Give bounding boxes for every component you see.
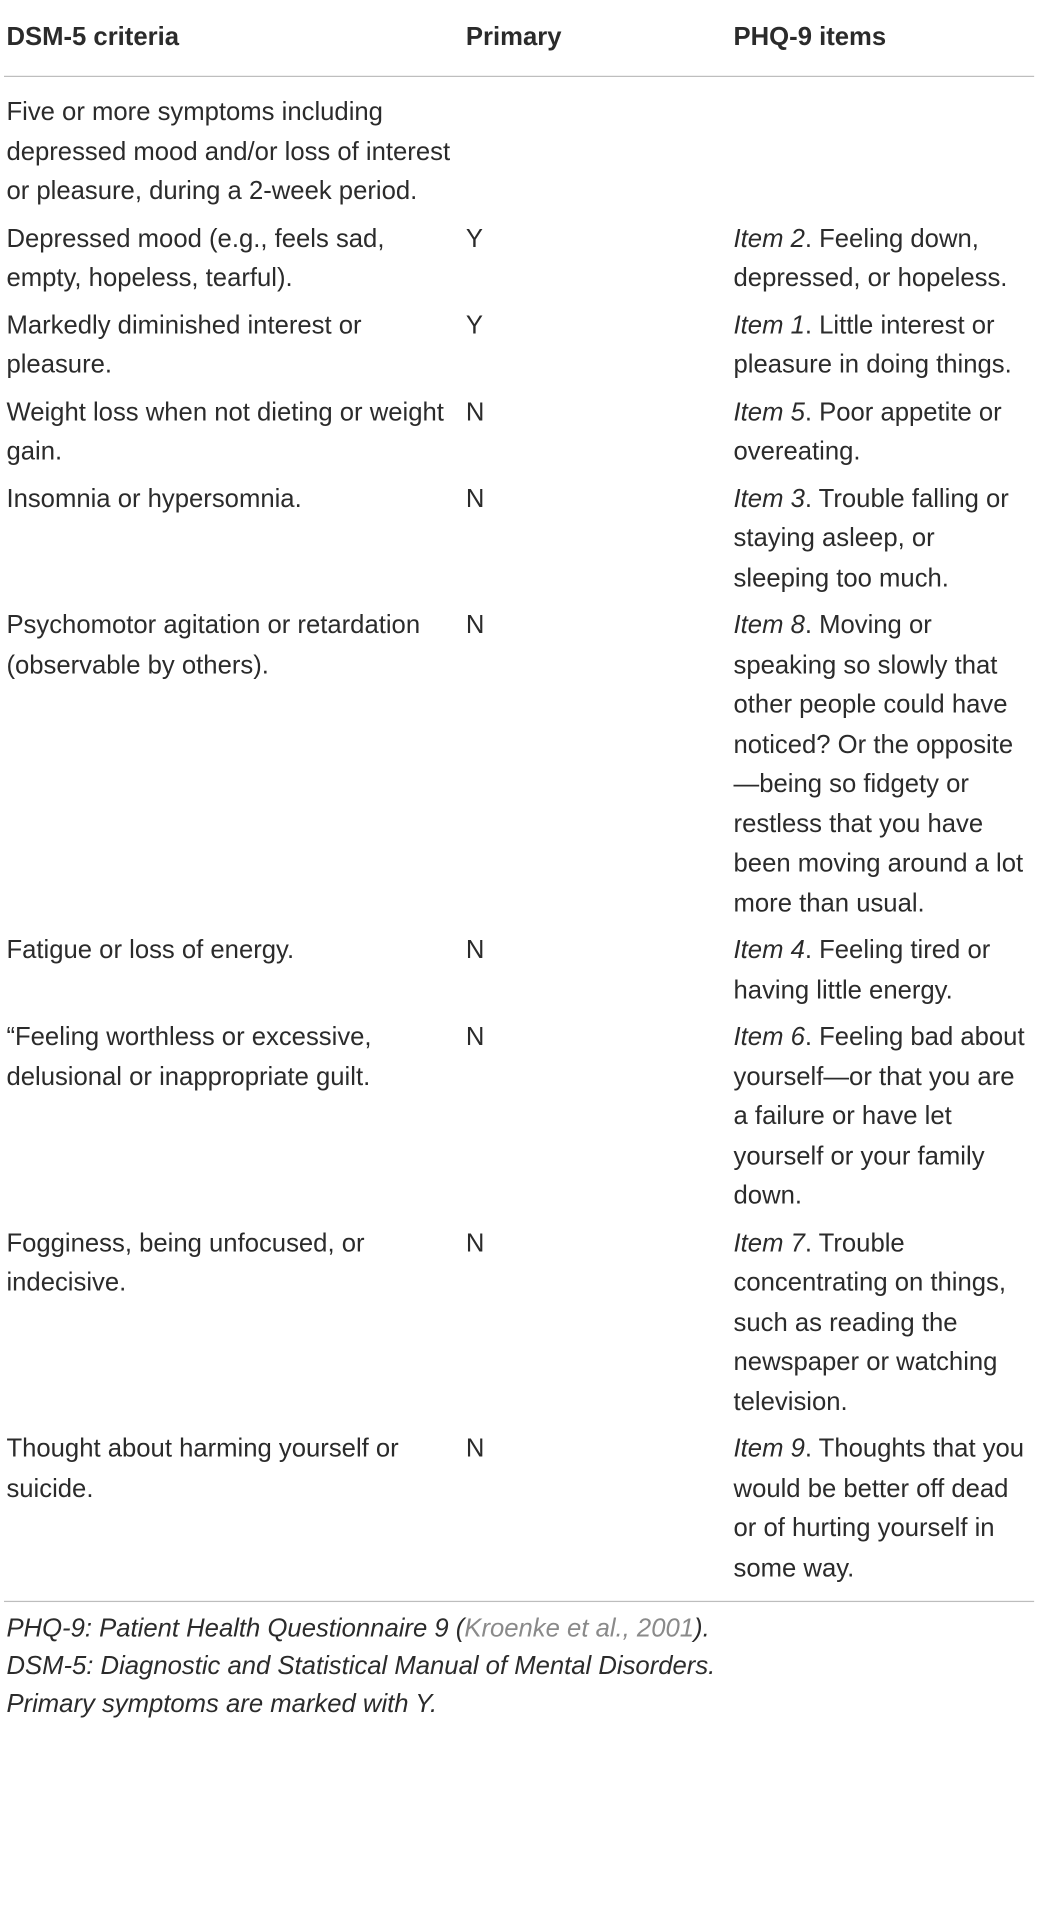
criteria-cell: “Feeling worthless or excessive, delusional or inappropriate guilt. [6, 1022, 372, 1091]
phq9-item-cell [731, 1018, 1034, 1217]
table-footnotes [4, 1602, 1034, 1723]
table-row [4, 306, 1034, 393]
table-header [4, 0, 1034, 77]
criteria-cell: Fogginess, being unfocused, or indecisive. [6, 1228, 365, 1297]
phq9-item-cell [731, 1430, 1034, 1589]
phq9-item-cell [731, 219, 1034, 298]
reference-link[interactable]: Kroenke et al., 2001 [464, 1614, 695, 1643]
header-primary: Primary [465, 23, 562, 52]
phq9-item-cell [731, 1224, 1034, 1423]
header-phq9-items: PHQ-9 items [733, 23, 887, 52]
criteria-cell: Five or more symptoms including depressed mood and/or loss of interest or pleasure, during a 2-week period. [6, 97, 451, 206]
item-label: Item 3 [733, 484, 805, 513]
footnote-phq9 [6, 1609, 1034, 1647]
phq9-item-cell [731, 306, 1034, 385]
table-row [4, 219, 1034, 306]
primary-cell: N [465, 1434, 485, 1463]
primary-cell: Y [465, 224, 484, 253]
table-row [4, 1430, 1034, 1596]
primary-cell: Y [465, 310, 484, 340]
criteria-cell: Insomnia or hypersomnia. [6, 484, 302, 513]
table-row [4, 480, 1034, 606]
item-text: . Little interest or pleasure in doing things. [733, 310, 1012, 379]
table-row [4, 1018, 1034, 1224]
criteria-table [4, 0, 1034, 1723]
primary-cell: N [465, 397, 485, 426]
item-label: Item 8 [733, 611, 805, 640]
phq9-item-cell [731, 931, 1034, 1010]
item-label: Item 5 [733, 397, 805, 426]
phq9-item-cell [731, 93, 1034, 212]
item-label: Item 6 [733, 1022, 805, 1051]
primary-cell: N [465, 484, 485, 513]
primary-cell: N [465, 936, 485, 965]
item-text: . Trouble falling or staying asleep, or sleeping too much. [733, 484, 1009, 593]
primary-cell [463, 93, 731, 212]
criteria-cell: Psychomotor agitation or retardation (observable by others). [6, 611, 421, 679]
phq9-item-cell [731, 480, 1034, 599]
primary-cell: N [465, 611, 485, 640]
footnote-phq9-suffix: ). [694, 1614, 710, 1643]
criteria-cell: Weight loss when not dieting or weight gain. [6, 397, 444, 466]
criteria-cell: Thought about harming yourself or suicide. [6, 1434, 399, 1503]
table-row [4, 606, 1034, 931]
criteria-cell: Fatigue or loss of energy. [6, 936, 295, 965]
footnote-dsm5: DSM-5: Diagnostic and Statistical Manual of Mental Disorders. [6, 1652, 716, 1681]
table-body [4, 77, 1034, 1596]
item-text: . Thoughts that you would be better off dead or of hurting yourself in some way. [733, 1434, 1025, 1582]
criteria-cell: Markedly diminished interest or pleasure. [6, 310, 362, 379]
item-text: . Feeling bad about yourself—or that you are a failure or have let yourself or your family down. [733, 1022, 1025, 1210]
item-label: Item 9 [733, 1434, 805, 1463]
primary-cell: N [465, 1228, 485, 1257]
item-text: . Moving or speaking so slowly that other people could have noticed? Or the opposite—being so fidgety or restless that you have been moving around a lot more than usual. [733, 611, 1024, 918]
table-row [4, 1224, 1034, 1430]
phq9-item-cell [731, 393, 1034, 472]
table-row [4, 931, 1034, 1018]
footnote-primary: Primary symptoms are marked with Y. [6, 1690, 438, 1719]
table-row [4, 93, 1034, 219]
item-text: . Trouble concentrating on things, such as reading the newspaper or watching television. [733, 1228, 1007, 1416]
footnote-phq9-text: PHQ-9: Patient Health Questionnaire 9 ( [6, 1614, 465, 1643]
item-label: Item 7 [733, 1228, 805, 1257]
item-text: . Feeling down, depressed, or hopeless. [733, 224, 1008, 293]
item-label: Item 2 [733, 224, 805, 253]
criteria-cell: Depressed mood (e.g., feels sad, empty, hopeless, tearful). [6, 224, 385, 293]
item-text: . Poor appetite or overeating. [733, 397, 1002, 466]
header-dsm5-criteria: DSM-5 criteria [6, 23, 180, 52]
primary-cell: N [465, 1022, 485, 1051]
item-text: . Feeling tired or having little energy. [733, 936, 991, 1004]
item-label: Item 1 [733, 310, 805, 340]
table-row [4, 393, 1034, 480]
phq9-item-cell [731, 606, 1034, 924]
item-label: Item 4 [733, 936, 805, 965]
